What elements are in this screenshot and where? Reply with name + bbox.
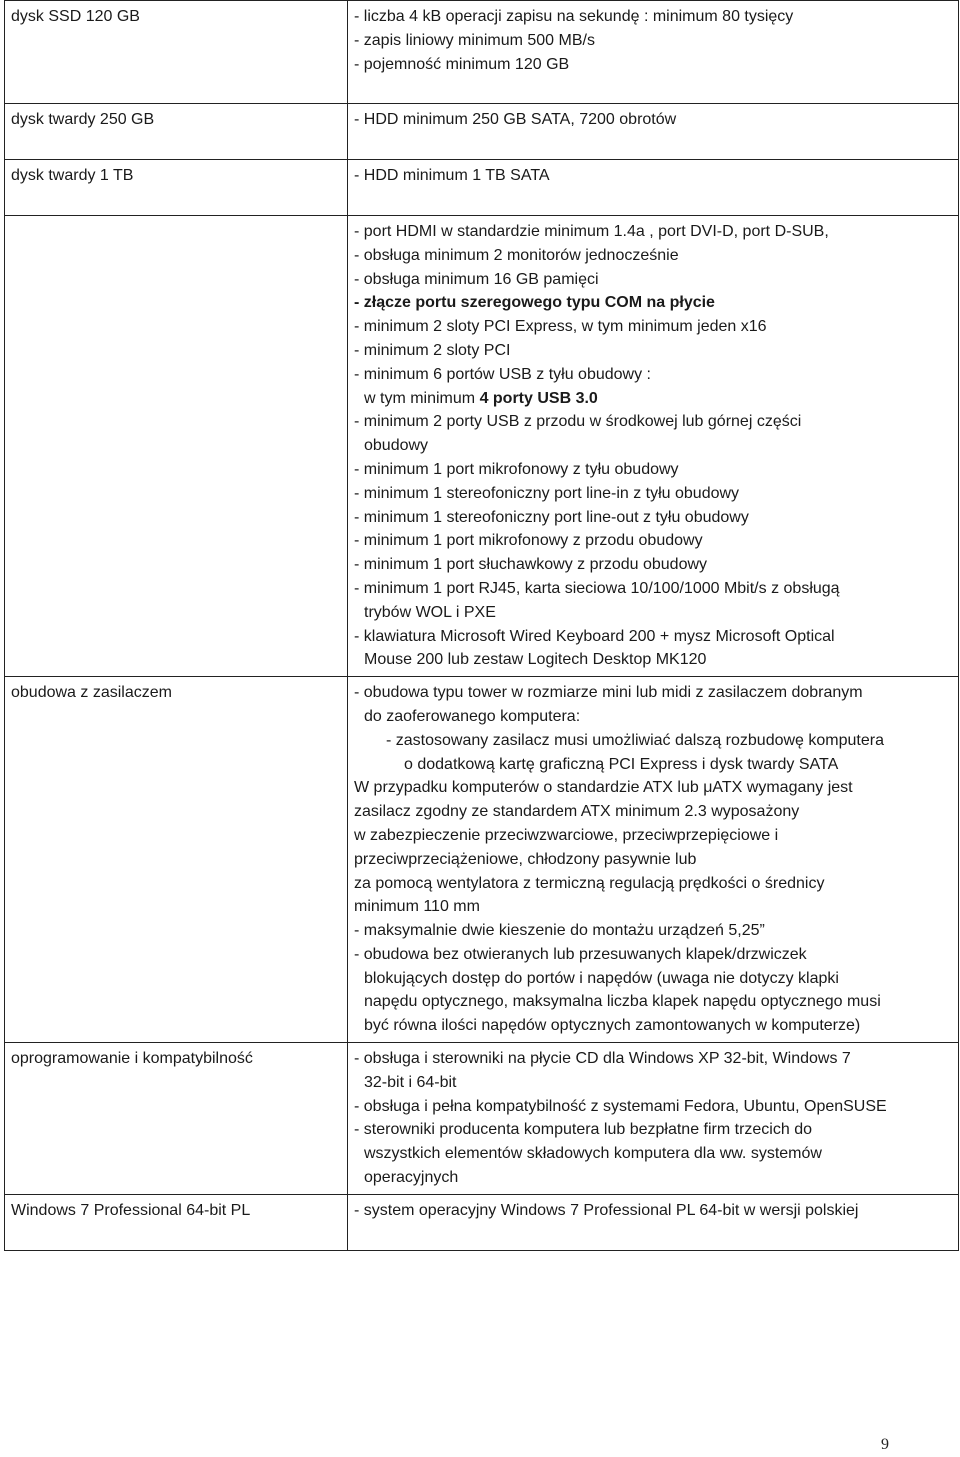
spec-line: Mouse 200 lub zestaw Logitech Desktop MK120 xyxy=(364,651,707,669)
spec-line: - minimum 1 port mikrofonowy z przodu obudowy xyxy=(354,532,703,550)
spec-line: - minimum 1 stereofoniczny port line-out z tyłu obudowy xyxy=(354,508,749,526)
table-row xyxy=(5,215,959,676)
row-label: dysk twardy 250 GB xyxy=(5,104,348,160)
spec-line: - zastosowany zasilacz musi umożliwiać dalszą rozbudowę komputera xyxy=(386,731,884,749)
row-label: Windows 7 Professional 64-bit PL xyxy=(5,1194,348,1250)
row-value xyxy=(348,1194,959,1250)
row-value xyxy=(348,104,959,160)
spec-line: o dodatkową kartę graficzną PCI Express i dysk twardy SATA xyxy=(404,755,839,773)
table-row xyxy=(5,677,959,1043)
spec-line: być równa ilości napędów optycznych zamontowanych w komputerze) xyxy=(364,1017,861,1035)
row-label: obudowa z zasilaczem xyxy=(5,677,348,1043)
row-value xyxy=(348,1043,959,1195)
spec-line: za pomocą wentylatora z termiczną regulacją prędkości o średnicy xyxy=(354,874,825,892)
table-row xyxy=(5,1043,959,1195)
page-number: 9 xyxy=(881,1436,889,1453)
emphasis: 4 porty USB 3.0 xyxy=(479,389,598,407)
spec-line: blokujących dostęp do portów i napędów (uwaga nie dotyczy klapki xyxy=(364,969,839,987)
spec-line: - pojemność minimum 120 GB xyxy=(354,55,570,73)
spec-line: - minimum 2 sloty PCI Express, w tym minimum jeden x16 xyxy=(354,318,767,336)
spec-line: - obudowa typu tower w rozmiarze mini lub midi z zasilaczem dobranym xyxy=(354,684,863,702)
spec-line: - minimum 2 porty USB z przodu w środkowej lub górnej części xyxy=(354,413,802,431)
spec-line: - klawiatura Microsoft Wired Keyboard 200 + mysz Microsoft Optical xyxy=(354,627,835,645)
spec-line: - obudowa bez otwieranych lub przesuwanych klapek/drzwiczek xyxy=(354,945,807,963)
row-label: oprogramowanie i kompatybilność xyxy=(5,1043,348,1195)
spec-line: do zaoferowanego komputera: xyxy=(364,707,581,725)
row-value xyxy=(348,215,959,676)
spec-line: przeciwprzeciążeniowe, chłodzony pasywnie lub xyxy=(354,850,697,868)
spec-line: - zapis liniowy minimum 500 MB/s xyxy=(354,31,595,49)
spec-line: w zabezpieczenie przeciwzwarciowe, przeciwprzepięciowe i xyxy=(354,826,779,844)
row-value xyxy=(348,677,959,1043)
spec-line: - minimum 1 port RJ45, karta sieciowa 10/100/1000 Mbit/s z obsługą xyxy=(354,579,840,597)
table-row xyxy=(5,1194,959,1250)
table-row xyxy=(5,104,959,160)
spec-line: - sterowniki producenta komputera lub bezpłatne firm trzecich do xyxy=(354,1121,812,1139)
row-label: dysk twardy 1 TB xyxy=(5,160,348,216)
spec-line: - minimum 1 stereofoniczny port line-in z tyłu obudowy xyxy=(354,484,740,502)
spec-line: - liczba 4 kB operacji zapisu na sekundę : minimum 80 tysięcy xyxy=(354,8,794,25)
row-label: dysk SSD 120 GB xyxy=(5,1,348,104)
spec-line: - minimum 6 portów USB z tyłu obudowy : xyxy=(354,365,651,383)
spec-line: - minimum 1 port mikrofonowy z tyłu obudowy xyxy=(354,460,679,478)
spec-line: - minimum 1 port słuchawkowy z przodu obudowy xyxy=(354,556,708,574)
spec-line: napędu optycznego, maksymalna liczba klapek napędu optycznego musi xyxy=(364,993,881,1011)
spec-line: - maksymalnie dwie kieszenie do montażu urządzeń 5,25” xyxy=(354,922,765,940)
row-value xyxy=(348,160,959,216)
spec-line: - HDD minimum 250 GB SATA, 7200 obrotów xyxy=(354,111,677,129)
spec-line: - system operacyjny Windows 7 Professional PL 64-bit w wersji polskiej xyxy=(354,1201,859,1219)
table-row xyxy=(5,1,959,104)
spec-line: w tym minimum 4 porty USB 3.0 xyxy=(364,389,598,407)
spec-line: - obsługa i sterowniki na płycie CD dla Windows XP 32-bit, Windows 7 xyxy=(354,1050,851,1068)
spec-line: - port HDMI w standardzie minimum 1.4a , port DVI-D, port D-SUB, xyxy=(354,222,829,240)
spec-line: - HDD minimum 1 TB SATA xyxy=(354,167,550,185)
specification-table xyxy=(4,0,959,1251)
spec-line: W przypadku komputerów o standardzie ATX lub μATX wymagany jest xyxy=(354,779,853,797)
spec-line: - złącze portu szeregowego typu COM na płycie xyxy=(354,294,715,312)
table-row xyxy=(5,160,959,216)
spec-line: - minimum 2 sloty PCI xyxy=(354,341,511,359)
spec-line: operacyjnych xyxy=(364,1169,459,1187)
spec-line: - obsługa minimum 2 monitorów jednocześnie xyxy=(354,246,679,264)
spec-line: - obsługa i pełna kompatybilność z systemami Fedora, Ubuntu, OpenSUSE xyxy=(354,1097,887,1115)
row-value xyxy=(348,1,959,104)
spec-line: - obsługa minimum 16 GB pamięci xyxy=(354,270,599,288)
spec-line: trybów WOL i PXE xyxy=(364,603,496,621)
spec-line: obudowy xyxy=(364,437,429,455)
spec-line: zasilacz zgodny ze standardem ATX minimum 2.3 wyposażony xyxy=(354,803,800,821)
spec-line: wszystkich elementów składowych komputera dla ww. systemów xyxy=(364,1145,822,1163)
row-label xyxy=(5,215,348,676)
spec-line: minimum 110 mm xyxy=(354,898,480,916)
spec-line: 32-bit i 64-bit xyxy=(364,1073,457,1091)
